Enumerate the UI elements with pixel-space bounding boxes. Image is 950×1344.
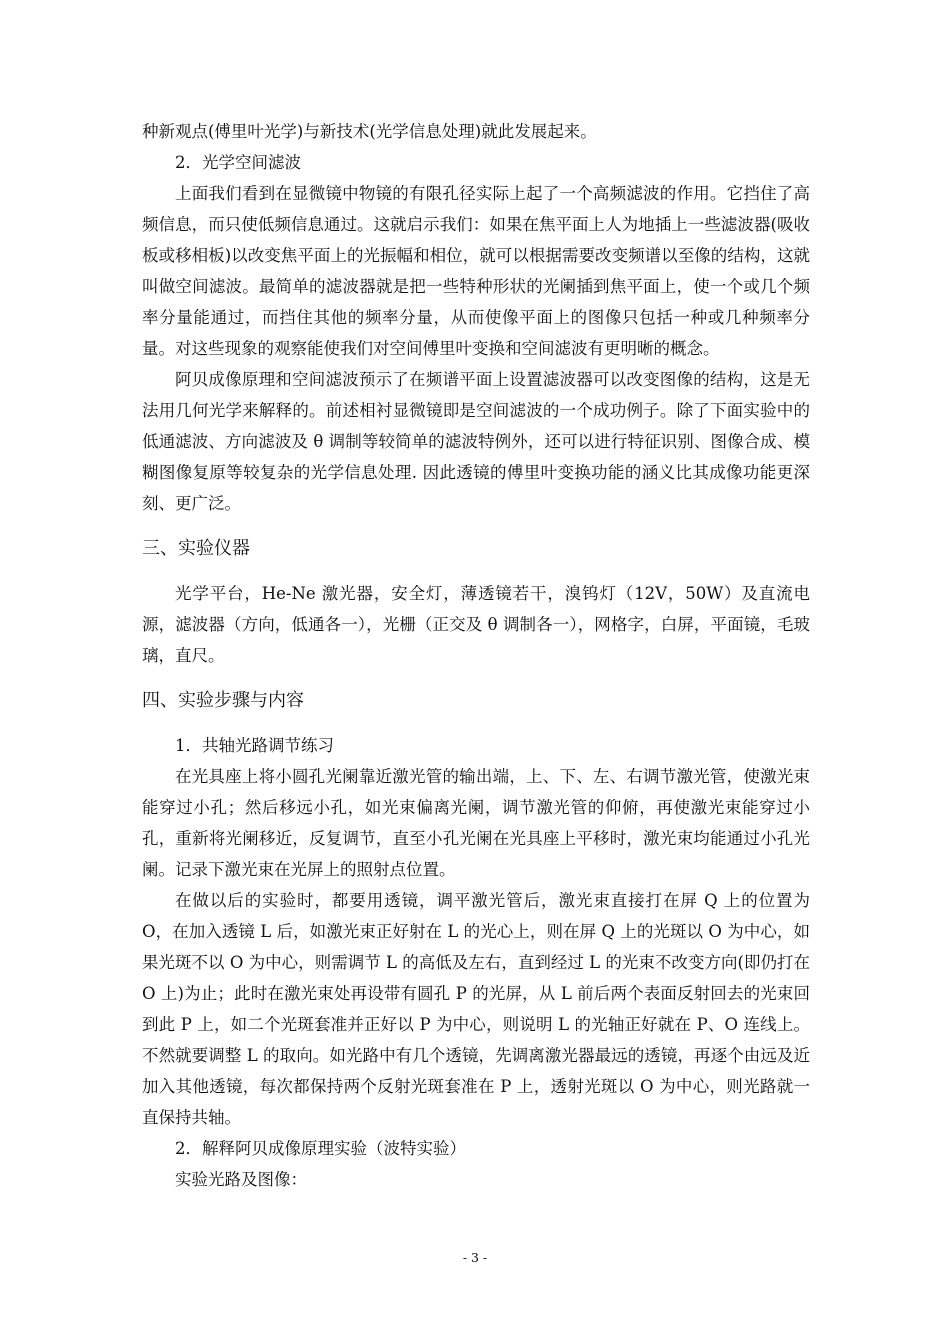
subsection-heading-coaxial: 1．共轴光路调节练习 — [175, 736, 334, 755]
paragraph-lens-alignment: 在做以后的实验时，都要用透镜，调平激光管后，激光束直接打在屏 Q 上的位置为 O，在加入透镜 L 后，如激光束正好射在 L 的光心上，则在屏 Q 上的光斑以 O 为中心，如果光斑不以 O 为中心，则需调节 L 的高低及左右，直到经过 L 的光束不改变方向(即仍打在 O 上)为止；此时在激光束处再设带有圆孔 P 的光屏，从 L 前后两个表面反射回去的光束回到此 P 上，如二个光斑套准并正好以 P 为中心，则说明 L 的光轴正好就在 P、O 连线上。不然就要调整 L 的取向。如光路中有几个透镜，先调离激光器最远的透镜，再逐个由远及近加入其他透镜，每次都保持两个反射光斑套准在 P 上，透射光斑以 O 为中心，则光路就一直保持共轴。 — [142, 891, 810, 1127]
page-number: - 3 - — [462, 1250, 488, 1265]
subsection-heading-abbe-experiment: 2．解释阿贝成像原理实验（波特实验） — [175, 1139, 466, 1158]
subsection-heading-spatial-filtering: 2．光学空间滤波 — [175, 153, 301, 172]
paragraph-continuation: 种新观点(傅里叶光学)与新技术(光学信息处理)就此发展起来。 — [142, 122, 597, 141]
document-body — [142, 116, 810, 1195]
paragraph-optical-path: 实验光路及图像： — [175, 1170, 307, 1189]
paragraph-instruments: 光学平台，He-Ne 激光器，安全灯，薄透镜若干，溴钨灯（12V，50W）及直流电源，滤波器（方向，低通各一），光栅（正交及 θ 调制各一），网格字，白屏，平面镜，毛玻璃，直尺。 — [142, 584, 810, 665]
paragraph-coaxial-adjustment: 在光具座上将小圆孔光阑靠近激光管的输出端，上、下、左、右调节激光管，使激光束能穿过小孔；然后移远小孔，如光束偏离光阑，调节激光管的仰俯，再使激光束能穿过小孔，重新将光阑移近，反复调节，直至小孔光阑在光具座上平移时，激光束均能通过小孔光阑。记录下激光束在光屏上的照射点位置。 — [142, 767, 810, 879]
paragraph-spatial-filtering: 上面我们看到在显微镜中物镜的有限孔径实际上起了一个高频滤波的作用。它挡住了高频信息，而只使低频信息通过。这就启示我们：如果在焦平面上人为地插上一些滤波器(吸收板或移相板)以改变焦平面上的光振幅和相位，就可以根据需要改变频谱以至像的结构，这就叫做空间滤波。最简单的滤波器就是把一些特种形状的光阑插到焦平面上，使一个或几个频率分量能通过，而挡住其他的频率分量，从而使像平面上的图像只包括一种或几种频率分量。对这些现象的观察能使我们对空间傅里叶变换和空间滤波有更明晰的概念。 — [142, 184, 810, 358]
section-heading-procedure: 四、实验步骤与内容 — [142, 690, 304, 711]
paragraph-abbe-filtering: 阿贝成像原理和空间滤波预示了在频谱平面上设置滤波器可以改变图像的结构，这是无法用几何光学来解释的。前述相衬显微镜即是空间滤波的一个成功例子。除了下面实验中的低通滤波、方向滤波及 θ 调制等较简单的滤波特例外，还可以进行特征识别、图像合成、模糊图像复原等较复杂的光学信息处理. 因此透镜的傅里叶变换功能的涵义比其成像功能更深刻、更广泛。 — [142, 370, 810, 513]
section-heading-instruments: 三、实验仪器 — [142, 538, 250, 559]
